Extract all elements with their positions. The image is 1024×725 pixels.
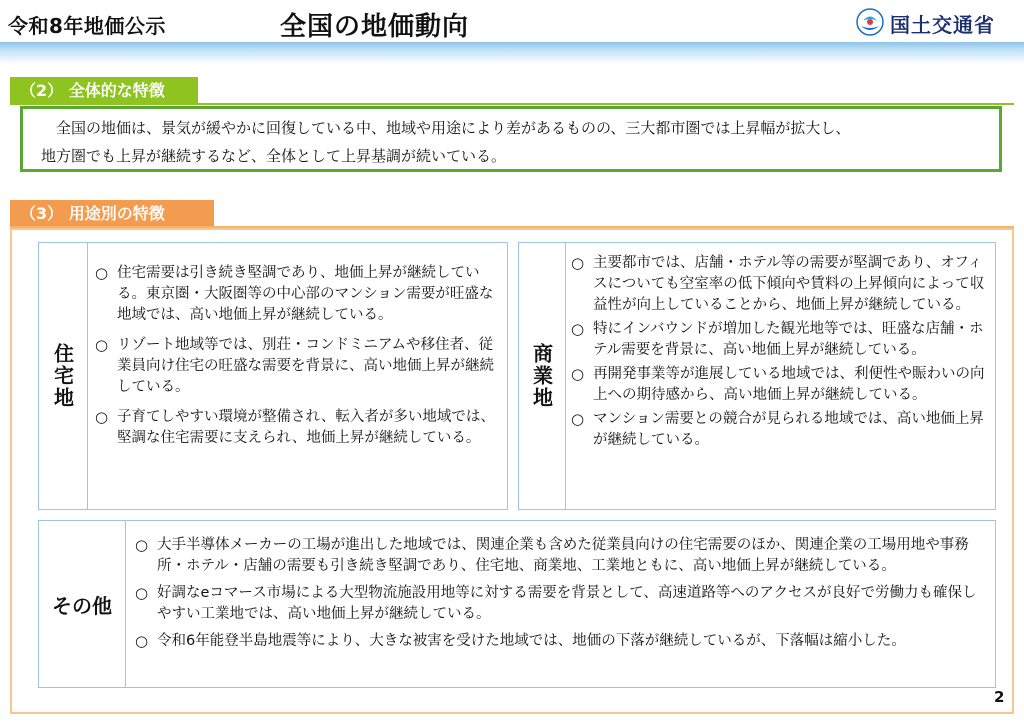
circle-bullet-icon: ○ [135,536,149,554]
commercial-body [565,243,995,509]
section-tab-overall: （2） 全体的な特徴 [10,77,198,105]
other-label: その他 [52,593,112,618]
circle-bullet-icon: ○ [571,254,585,272]
other-label-cell [39,521,126,687]
section-divider-green [10,103,1014,105]
bullet-text: 令和6年能登半島地震等により、大きな被害を受けた地域では、地価の下落が継続しているが、下落幅は縮小した。 [157,633,906,649]
ministry-name: 国土交通省 [890,13,995,37]
bullet-text: 特にインバウンドが増加した観光地等では、旺盛な店舗・ホテル需要を背景に、高い地価上昇が継続している。 [593,321,984,358]
bullet-text: マンション需要との競合が見られる地域では、高い地価上昇が継続している。 [593,411,984,448]
list-item [95,407,497,449]
bullet-text: リゾート地域等では、別荘・コンドミニアムや移住者、従業員向け住宅の旺盛な需要を背景に、高い地価上昇が継続している。 [117,337,494,395]
list-item [135,535,989,577]
residential-label-cell [39,243,88,509]
page-title: 全国の地価動向 [280,12,470,42]
circle-bullet-icon: ○ [571,320,585,338]
ministry-logo [856,8,1022,38]
circle-bullet-icon: ○ [95,264,109,282]
circle-bullet-icon: ○ [95,408,109,426]
slide-header [0,0,1024,44]
residential-panel [38,242,508,510]
circle-bullet-icon: ○ [135,632,149,650]
list-item [571,319,993,361]
list-item [571,253,993,316]
circle-bullet-icon: ○ [95,336,109,354]
bullet-text: 好調なeコマース市場による大型物流施設用地等に対する需要を背景として、高速道路等へのアクセスが良好で労働力も確保しやすい工業地では、高い地価上昇が継続している。 [157,585,977,622]
bullet-text: 子育てしやすい環境が整備され、転入者が多い地域では、堅調な住宅需要に支えられ、地価上昇が継続している。 [117,409,495,446]
circle-bullet-icon: ○ [571,410,585,428]
header-gradient-bar [0,42,1024,64]
circle-bullet-icon: ○ [571,365,585,383]
list-item [135,583,989,625]
bullet-text: 再開発事業等が進展している地域では、利便性や賑わいの向上への期待感から、高い地価上昇が継続している。 [593,366,985,403]
residential-body [87,243,507,509]
page-number: 2 [994,688,1005,706]
list-item [571,409,993,451]
summary-text-line1: 全国の地価は、景気が緩やかに回復している中、地域や用途により差があるものの、三大都市圏では上昇幅が拡大し、 [56,119,851,137]
bullet-text: 住宅需要は引き続き堅調であり、地価上昇が継続している。東京圏・大阪圏等の中心部のマンション需要が旺盛な地域では、高い地価上昇が継続している。 [117,265,494,323]
list-item [95,263,497,326]
residential-label: 住宅地 [50,343,75,409]
commercial-label: 商業地 [529,343,554,409]
other-panel [38,520,996,688]
summary-text-line2: 地方圏でも上昇が継続するなど、全体として上昇基調が続いている。 [41,147,507,165]
commercial-panel [518,242,996,510]
report-title: 令和8年地価公示 [8,14,166,38]
list-item [571,364,993,406]
bullet-text: 大手半導体メーカーの工場が進出した地域では、関連企業も含めた従業員向けの住宅需要のほか、関連企業の工場用地や事務所・ホテル・店舗の需要も引き続き堅調であり、住宅地、商業地、工業地ともに、高い地価上昇が継続している。 [157,537,969,574]
other-body [125,521,995,687]
bullet-text: 主要都市では、店舗・ホテル等の需要が堅調であり、オフィスについても空室率の低下傾向や賃料の上昇傾向によって収益性が向上していることから、地価上昇が継続している。 [593,255,985,313]
mlit-logo-icon [856,8,884,36]
list-item [135,631,989,652]
section-tab-by-use: （3） 用途別の特徴 [10,200,214,228]
list-item [95,335,497,398]
circle-bullet-icon: ○ [135,584,149,602]
commercial-label-cell [519,243,566,509]
overall-summary-box [20,106,1002,172]
